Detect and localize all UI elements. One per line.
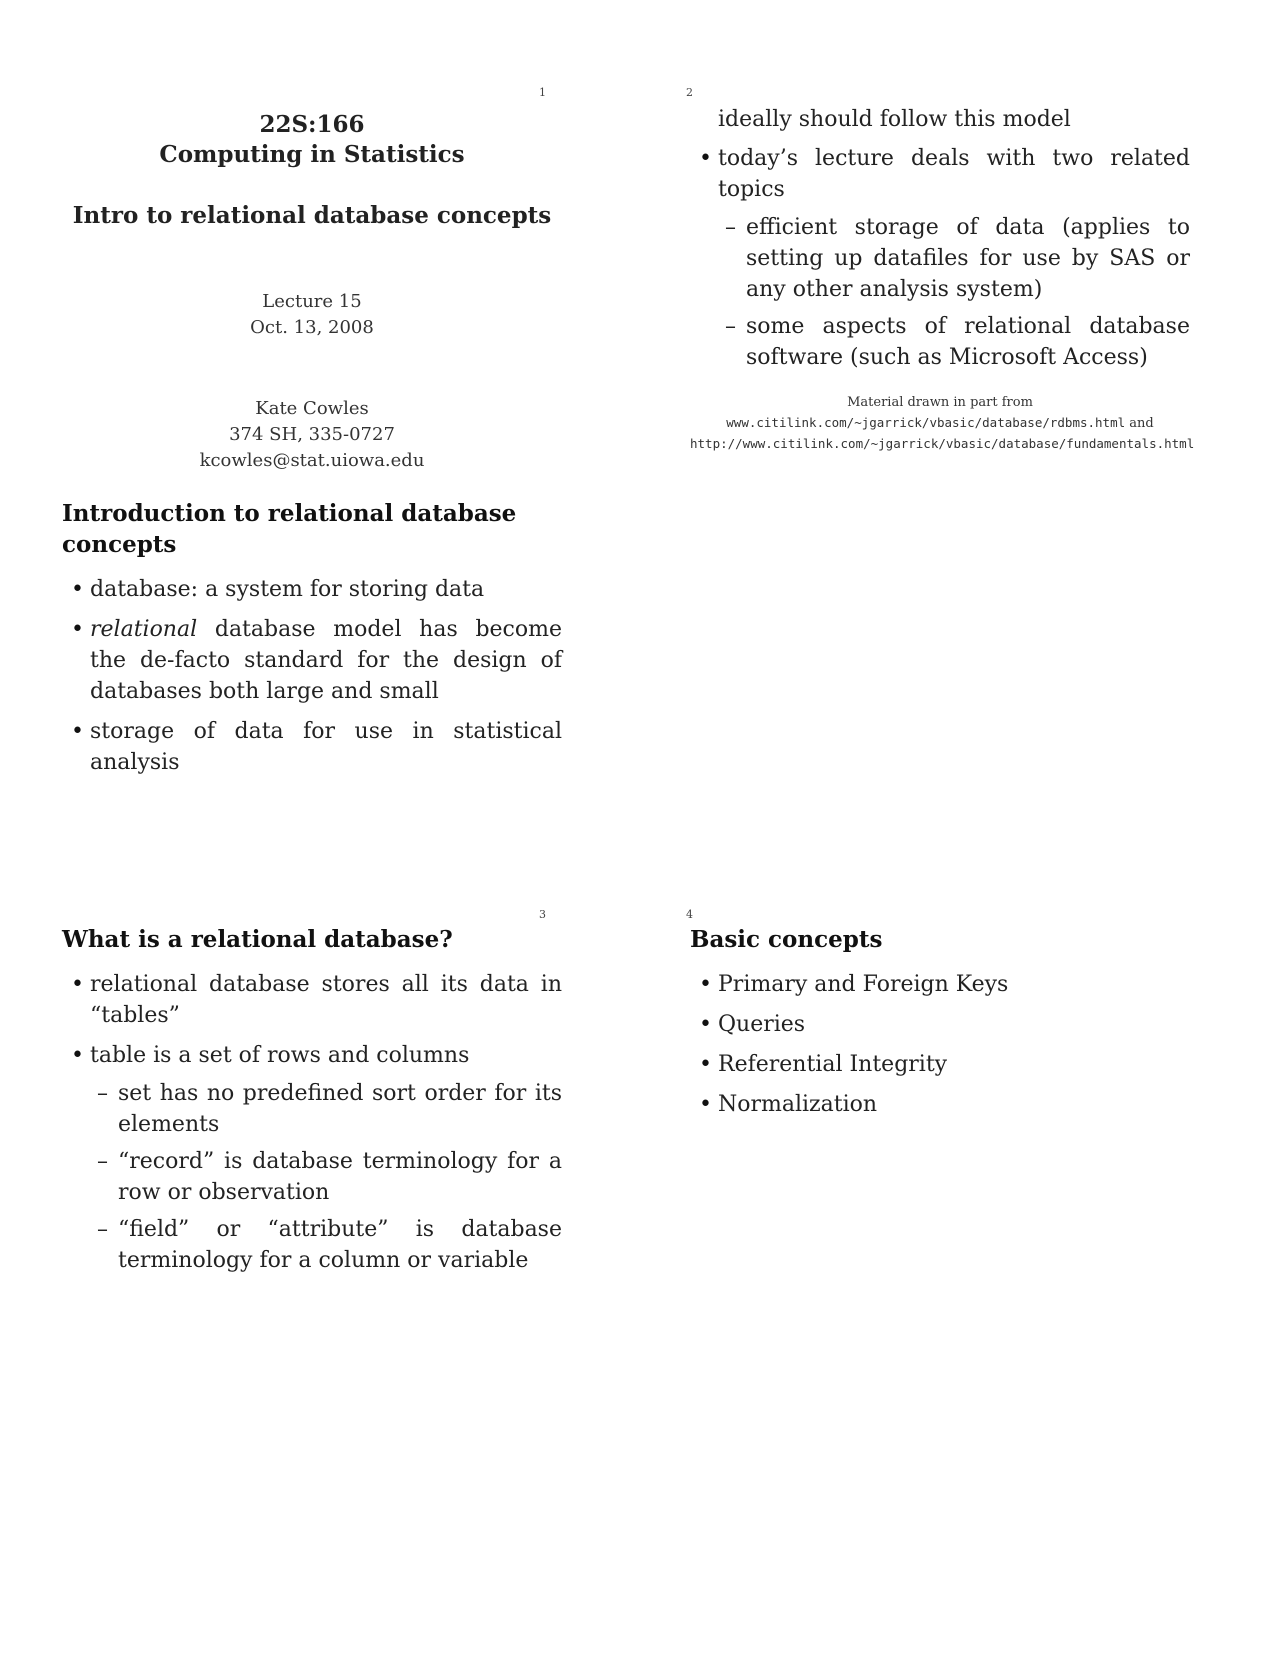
sub-list-wrapper [692,212,1190,373]
author-office: 374 SH, 335-0727 [229,424,395,445]
slide-3 [62,902,562,1282]
list-item-text: today’s lecture deals with two related topics [718,146,1190,202]
lecture-number: Lecture 15 [262,291,362,312]
title-block [62,110,562,474]
sub-list-item: – some aspects of relational database software (such as Microsoft Access) [720,311,1190,373]
sub-bullet-list [92,1078,562,1276]
lecture-info [62,289,562,341]
footnote-url: www.citilink.com/~jgarrick/vbasic/database/rdbms.html [726,415,1126,430]
list-item [690,143,1190,205]
author-info [62,396,562,474]
emphasis-text: relational [90,617,198,642]
footnote-sources [690,413,1195,455]
section-title: Basic concepts [690,926,883,953]
bullet-list [62,969,562,1071]
list-item [62,614,562,707]
bullet-list [62,574,562,778]
author-name: Kate Cowles [255,398,369,419]
footnote-and: and [1129,416,1154,431]
sub-list-wrapper [64,1078,562,1276]
bullet-list [690,969,1190,1120]
sub-list-item: – efficient storage of data (applies to setting up datafiles for use by SAS or any other analysis system) [720,212,1190,305]
lecture-date: Oct. 13, 2008 [250,317,374,338]
course-name: Computing in Statistics [159,141,465,168]
list-item: • table is a set of rows and columns [62,1040,562,1071]
continuation-text: ideally should follow this model [718,107,1071,132]
list-item: • Normalization [690,1089,1190,1120]
slide-4 [686,902,1190,1129]
list-item: • storage of data for use in statistical analysis [62,716,562,778]
slide-1 [62,80,562,787]
page-number: 4 [686,908,693,921]
list-item: • Primary and Foreign Keys [690,969,1190,1000]
list-item: • Referential Integrity [690,1049,1190,1080]
bullet-list [690,143,1190,205]
footnote [690,393,1195,455]
list-item-text: database model has become the de-facto standard for the design of databases both large and small [90,617,563,704]
footnote-intro: Material drawn in part from [847,395,1033,410]
page-number: 1 [539,86,546,99]
sub-list-item: – “record” is database terminology for a row or observation [92,1146,562,1208]
footnote-url: http://www.citilink.com/~jgarrick/vbasic/database/fundamentals.html [690,436,1195,451]
sub-bullet-list [720,212,1190,373]
sub-list-item: – set has no predefined sort order for its elements [92,1078,562,1140]
course-code: 22S:166 [259,111,365,138]
list-item: • Queries [690,1009,1190,1040]
section-title: Introduction to relational database concepts [62,500,517,558]
list-item: • relational database stores all its data in “tables” [62,969,562,1031]
lecture-title: Intro to relational database concepts [72,202,552,229]
author-email: kcowles@stat.uiowa.edu [199,450,425,471]
page-number: 3 [539,908,546,921]
sub-list-item: – “field” or “attribute” is database terminology for a column or variable [92,1214,562,1276]
section-title: What is a relational database? [62,926,453,953]
slide-2 [686,80,1195,455]
list-item: • database: a system for storing data [62,574,562,605]
page-number: 2 [686,86,693,99]
